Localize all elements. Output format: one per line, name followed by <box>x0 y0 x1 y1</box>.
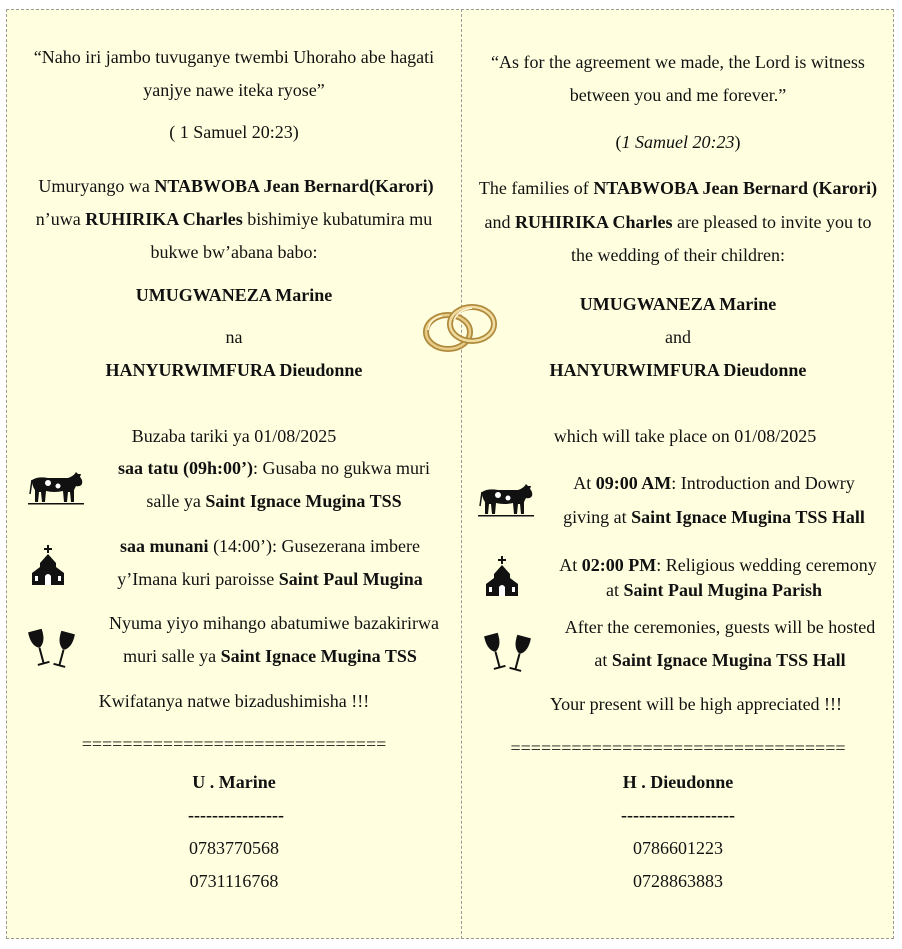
left-event2-line1: saa munani (14:00’): Gusezerana imbere <box>120 536 420 556</box>
toast-glasses-icon <box>26 626 78 676</box>
left-phone2: 0731116768 <box>189 871 279 891</box>
left-bride-name: UMUGWANEZA Marine <box>135 285 333 305</box>
cow-icon <box>28 468 84 506</box>
church-icon <box>30 545 66 585</box>
left-quote-line1: “Naho iri jambo tuvuganye twembi Uhoraho abe hagati <box>33 47 435 67</box>
left-event1-line2: salle ya Saint Ignace Mugina TSS <box>146 491 402 511</box>
right-separator: ================================= <box>510 738 846 758</box>
right-event3-line1: After the ceremonies, guests will be hosted <box>564 617 876 637</box>
left-event2-line2: y’Imana kuri paroisse Saint Paul Mugina <box>117 569 423 589</box>
right-closing: Your present will be high appreciated !!! <box>549 694 843 714</box>
left-intro-line2: n’uwa RUHIRIKA Charles bishimiye kubatumira mu <box>35 209 433 229</box>
left-phone1: 0783770568 <box>189 838 279 858</box>
right-intro-line1: The families of NTABWOBA Jean Bernard (Karori) <box>478 178 878 198</box>
left-intro-line3: bukwe bw’abana babo: <box>150 242 318 262</box>
left-quote-line2: yanjye nawe iteka ryose” <box>143 80 325 100</box>
right-event2-line2: at Saint Paul Mugina Parish <box>605 580 823 600</box>
right-phone2: 0728863883 <box>633 871 723 891</box>
right-reference: (1 Samuel 20:23) <box>615 132 741 152</box>
right-event3-line2: at Saint Ignace Mugina TSS Hall <box>594 650 846 670</box>
right-quote-line2: between you and me forever.” <box>569 85 787 105</box>
right-event1-line1: At 09:00 AM: Introduction and Dowry <box>573 473 855 493</box>
right-date-line: which will take place on 01/08/2025 <box>553 426 817 446</box>
left-contact-name: U . Marine <box>192 772 276 792</box>
right-event1-line2: giving at Saint Ignace Mugina TSS Hall <box>563 507 865 527</box>
right-intro-line2: and RUHIRIKA Charles are pleased to invite you to <box>484 212 872 232</box>
left-closing: Kwifatanya natwe bizadushimisha !!! <box>98 691 370 711</box>
right-bride-name: UMUGWANEZA Marine <box>579 294 777 314</box>
left-event3-line2: muri salle ya Saint Ignace Mugina TSS <box>123 646 417 666</box>
right-event2-line1: At 02:00 PM: Religious wedding ceremony <box>559 555 877 575</box>
right-conjunction: and <box>665 327 691 347</box>
cow-icon <box>478 480 534 518</box>
left-conjunction: na <box>225 327 243 347</box>
right-quote-line1: “As for the agreement we made, the Lord is witness <box>491 52 865 72</box>
toast-glasses-icon <box>482 630 534 680</box>
right-phone1: 0786601223 <box>633 838 723 858</box>
left-separator: ============================== <box>81 734 387 754</box>
wedding-rings-icon <box>420 300 502 356</box>
left-dashes: ---------------- <box>188 805 284 825</box>
left-date-line: Buzaba tariki ya 01/08/2025 <box>131 426 337 446</box>
right-intro-line3: the wedding of their children: <box>571 245 785 265</box>
church-icon <box>484 556 520 596</box>
left-reference: ( 1 Samuel 20:23) <box>169 122 299 142</box>
left-groom-name: HANYURWIMFURA Dieudonne <box>105 360 363 380</box>
left-event3-line1: Nyuma yiyo mihango abatumiwe bazakirirwa <box>109 613 439 633</box>
right-contact-name: H . Dieudonne <box>622 772 734 792</box>
right-groom-name: HANYURWIMFURA Dieudonne <box>549 360 807 380</box>
left-intro-line1: Umuryango wa NTABWOBA Jean Bernard(Karori) <box>38 176 434 196</box>
right-dashes: ------------------- <box>621 805 735 825</box>
left-event1-line1: saa tatu (09h:00’): Gusaba no gukwa muri <box>118 458 430 478</box>
